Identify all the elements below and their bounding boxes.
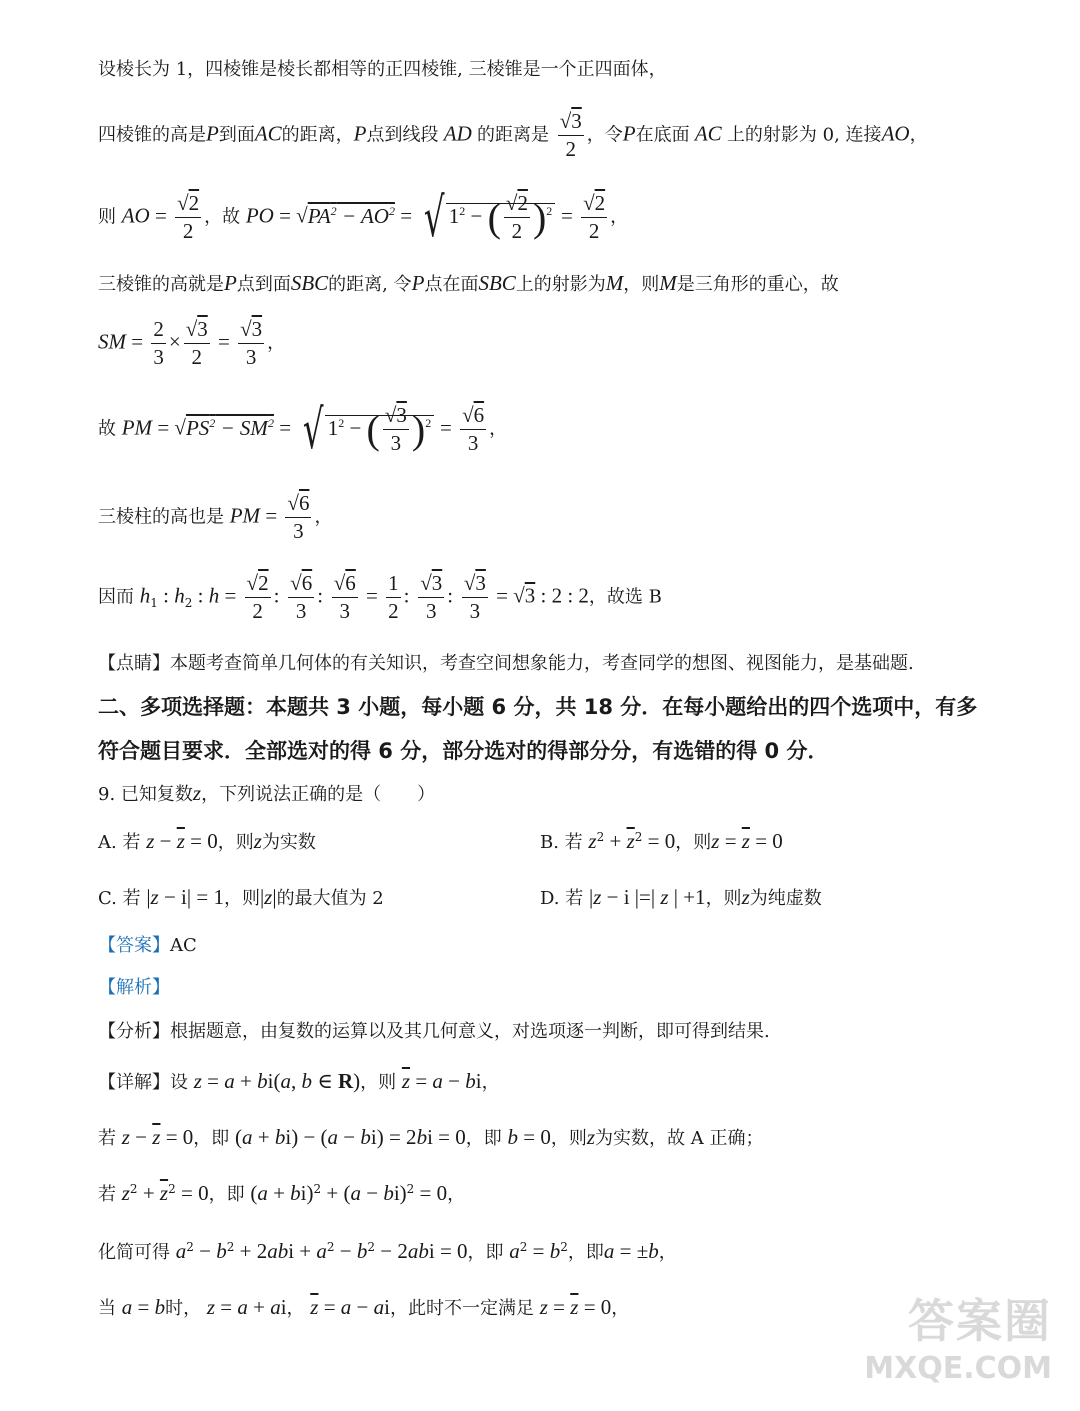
text: ，故选 B xyxy=(588,586,662,608)
option-text: 的最大值为 2 xyxy=(276,888,384,909)
analysis-line xyxy=(98,978,170,998)
text: 四棱锥的高是 xyxy=(98,124,206,146)
option-text: 为纯虚数 xyxy=(749,888,822,909)
text: ，即 xyxy=(193,1128,230,1149)
text: 上的射影为 0, 连接 xyxy=(726,124,882,146)
solution-line-8: 因而 $h_1$ : $h_2$ : h = $\frac{√2}{2}$ : $\frac{√6}{3}$ : $\frac{√6}{3}$ = $\frac{1}{2}$ : $\frac{√3}{3}$ : $\frac{√3}{3}$ = √3 : 2 : 2，故选 B xyxy=(98,571,662,624)
text: ，则 xyxy=(623,274,660,295)
watermark-logo xyxy=(852,1285,1052,1395)
detail-step-4: 当 a = b时， z = a + ai， $\overline{z} = a$ − ai，此时不一定满足 $z = \overline{z} = 0$， xyxy=(98,1295,630,1319)
text: ，则 xyxy=(360,1072,397,1093)
math: P xyxy=(206,121,219,146)
answer-value: AC xyxy=(170,935,197,956)
text: 的距离， xyxy=(281,124,354,146)
solution-line-7: 三棱柱的高也是 PM = $\frac{√6}{3}$ ， xyxy=(98,491,333,544)
text: 则 xyxy=(98,206,116,228)
text: 时， xyxy=(165,1298,202,1319)
option-label: D. 若 xyxy=(540,888,584,909)
text: 当 xyxy=(98,1298,116,1319)
section-heading-line-2 xyxy=(98,740,828,763)
text: 点到面 xyxy=(236,274,291,295)
detail-tag: 【详解】 xyxy=(98,1072,170,1093)
text: ，即 xyxy=(465,1128,502,1149)
fraction: $\frac{√2}{2}$ xyxy=(583,191,606,244)
option-a: A. 若 $z - \overline{z} = 0$，则z为实数 xyxy=(98,829,316,853)
text: ，则 xyxy=(550,1128,587,1149)
text: 的距离, 令 xyxy=(328,274,412,295)
math: PO xyxy=(245,203,274,228)
fraction: $\frac{√3}{2}$ xyxy=(559,109,582,162)
fenxi-tag: 【分析】 xyxy=(98,1021,170,1042)
option-label: A. 若 xyxy=(98,832,141,853)
math: P xyxy=(353,121,367,146)
math: SBC xyxy=(290,271,329,295)
math: AC xyxy=(689,121,727,146)
section-heading-line-1 xyxy=(98,696,977,719)
solution-line-1 xyxy=(98,60,667,80)
text: 是三角形的重心，故 xyxy=(676,274,839,295)
detail-step-2: 若 $z^2 + \overline{z}^2 = 0$，即 (a + bi)$^2$ + (a − bi)$^2$ = 0， xyxy=(98,1181,466,1205)
analysis-tag: 【解析】 xyxy=(98,977,170,998)
math: M xyxy=(605,271,624,295)
answer-line xyxy=(98,936,197,956)
math: AC xyxy=(254,121,282,146)
text: ，即 xyxy=(567,1242,604,1263)
math: P xyxy=(224,271,237,295)
text: 点在面 xyxy=(424,274,479,295)
math: $PA^2 - AO^2$ xyxy=(307,203,395,228)
solution-line-2: 四棱锥的高是P到面AC的距离，P点到线段 AD 的距离是 $\frac{√3}{2}$ ，令P在底面 AC 上的射影为 0, 连接AO， xyxy=(98,109,928,162)
math: P xyxy=(622,121,636,146)
solution-line-4 xyxy=(98,272,839,295)
text: 故 xyxy=(98,418,116,440)
text: ，故 xyxy=(204,206,241,228)
math: AO xyxy=(881,121,910,146)
watermark-url: MXQE.COM xyxy=(864,1351,1052,1386)
math: P xyxy=(411,271,425,295)
option-text: ，则 xyxy=(675,832,712,853)
option-text: 为实数 xyxy=(261,832,316,853)
detail-step-3: 化简可得 $a^2 - b^2 + 2abi + a^2 - b^2 - 2abi = 0$，即 $a^2 = b^2$，即a = ±b， xyxy=(98,1239,677,1263)
option-label: C. 若 xyxy=(98,888,141,909)
option-b: B. 若 $z^2 + \overline{z}^2 = 0$，则$z = \overline{z} = 0$ xyxy=(540,829,783,853)
text: 三棱锥的高就是 xyxy=(98,274,224,295)
text: 若 xyxy=(98,1184,116,1205)
text: 三棱柱的高也是 xyxy=(98,506,224,528)
text: 为实数，故 A 正确； xyxy=(595,1128,764,1149)
fraction: $\frac{√2}{2}$ xyxy=(177,191,200,244)
question-text: ，下列说法正确的是（ ） xyxy=(201,784,436,805)
note-line xyxy=(98,654,914,674)
math: M xyxy=(659,271,677,295)
text: ，即 xyxy=(208,1184,245,1205)
text: 在底面 xyxy=(635,124,690,146)
text: 点到线段 xyxy=(366,124,439,146)
fenxi-line xyxy=(98,1022,770,1042)
note-tag: 【点睛】 xyxy=(98,653,170,674)
text: ，令 xyxy=(586,124,623,146)
text: 若 xyxy=(98,1128,116,1149)
answer-tag: 【答案】 xyxy=(98,935,170,956)
text: 的距离是 xyxy=(477,124,549,146)
watermark-text: 答案圈 xyxy=(908,1294,1052,1348)
detail-step-1: 若 $z - \overline{z} = 0$，即 (a + bi) − (a − bi) = 2bi = 0，即 b = 0，则z为实数，故 A 正确； xyxy=(98,1125,764,1149)
option-text: ，则 xyxy=(223,888,260,909)
solution-line-6: 故 PM = $√PS^2 - SM^2$ = √ $1^2$ − ( $\frac{√3}{3}$ )$^2$ = $\frac{√6}{3}$ ， xyxy=(98,398,508,461)
math: AO xyxy=(121,203,150,228)
option-text: ，则 xyxy=(217,832,254,853)
text: 此时不一定满足 xyxy=(407,1298,534,1319)
text: 化简可得 xyxy=(98,1242,170,1263)
math: SBC xyxy=(478,271,516,295)
option-label: B. 若 xyxy=(540,832,583,853)
solution-line-3: 则 AO = $\frac{√2}{2}$ ，故 PO = $√PA^2 - AO^2$ = √ $1^2$ − ( $\frac{√2}{2}$ )$^2$ = $\frac{√2}{2}$ ， xyxy=(98,186,629,249)
question-9: 9. 已知复数z，下列说法正确的是（ ） xyxy=(98,781,436,805)
text: 到面 xyxy=(218,124,255,146)
fenxi-text: 根据题意，由复数的运算以及其几何意义，对选项逐一判断，即可得到结果. xyxy=(170,1021,770,1042)
section-heading: 二、多项选择题：本题共 3 小题，每小题 6 分，共 18 分．在每小题给出的四个选项中，有多 xyxy=(98,695,978,719)
solution-text: 设棱长为 1，四棱锥是棱长都相等的正四棱锥, 三棱锥是一个正四面体， xyxy=(98,59,667,80)
section-heading: 符合题目要求．全部选对的得 6 分，部分选对的得部分分，有选错的得 0 分． xyxy=(98,739,829,763)
option-c: C. 若 |z − i| = 1，则|z|的最大值为 2 xyxy=(98,885,384,909)
text: 因而 xyxy=(98,586,134,608)
option-d: D. 若 |z − i |=| z | +1，则z为纯虚数 xyxy=(540,885,822,909)
option-text: ，则 xyxy=(705,888,742,909)
text: ，即 xyxy=(467,1242,504,1263)
text: 设 xyxy=(170,1072,188,1093)
solution-line-5: SM = $\frac{2}{3}$ × $\frac{√3}{2}$ = $\frac{√3}{3}$ ， xyxy=(98,317,286,370)
detail-line: 【详解】设 z = a + bi(a, b ∈ R)，则 $\overline{z} = a$ − bi， xyxy=(98,1069,500,1093)
note-text: 本题考查简单几何体的有关知识，考查空间想象能力，考查同学的想图、视图能力，是基础题. xyxy=(170,653,914,674)
text: 上的射影为 xyxy=(515,274,606,295)
question-text: 9. 已知复数 xyxy=(98,784,193,805)
math: AD xyxy=(438,121,477,146)
